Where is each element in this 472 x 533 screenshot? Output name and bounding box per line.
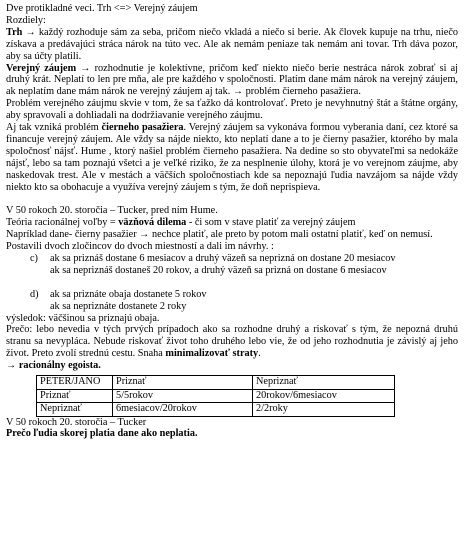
- verejny-zaujem-text: → rozhodnutie je kolektívne, pričom keď niekto niečo berie nestráca nárok zobrať si aj druhý krát. Neplatí to len pre mňa, ale pre každého v spoločnosti. Platím dane mám nárok na verejný záujem, ak neplatím dane mám nárok ne verejný záujem aj tak. → problém čierneho pasažiera.: [6, 62, 459, 98]
- paragraph-trh: [6, 27, 458, 63]
- list-label-c: c): [30, 253, 38, 265]
- racionalny-egoista: → racionálny egoista.: [6, 360, 101, 372]
- table-cell: 20rokov/6mesiacov: [253, 389, 395, 403]
- list-item-c-line1: ak sa priznáš dostane 6 mesiacov a druhý väzeň sa neprizná on dostane 20 mesiacov: [50, 253, 396, 265]
- list-label-d: d): [30, 288, 39, 300]
- differences-label: Rozdiely:: [6, 14, 46, 26]
- table-row: [37, 403, 395, 417]
- list-item-d-line1: ak sa priznáte obaja dostanete 5 rokov: [50, 288, 207, 300]
- teoria-suffix: - či som v stave platiť za verejný záujem: [186, 217, 356, 229]
- preco-paragraph: [6, 324, 458, 360]
- term-minimalizovat-straty: minimalizovať straty: [165, 348, 259, 360]
- paragraph-verejny-zaujem: [6, 63, 458, 99]
- blank-line: [6, 277, 458, 289]
- priklad-paragraph: Napríklad dane- čierny pasažier → nechce platiť, ale preto by potom mali ostatní platiť, keď on nemusí.: [6, 229, 433, 241]
- table-cell: Nepriznať: [37, 403, 113, 417]
- table-cell: 6mesiacov/20rokov: [113, 403, 253, 417]
- blank-line: [6, 194, 458, 206]
- table-header-cell: Nepriznať: [253, 376, 395, 390]
- table-header-cell: PETER/JANO: [37, 376, 113, 390]
- term-verejny-zaujem: Verejný záujem: [6, 62, 77, 74]
- section-heading-tucker: V 50 rokoch 20. storočia – Tucker, pred ním Hume.: [6, 205, 218, 217]
- term-trh: Trh: [6, 26, 23, 38]
- footer-line-tucker: V 50 rokoch 20. storočia – Tucker: [6, 416, 147, 428]
- teoria-line: [6, 217, 458, 229]
- paragraph-problem: Problém verejného záujmu skvie v tom, že sa ťažko dá kontrolovať. Preto je nevyhnutný štát a štátne orgány, aby spravovali a dohliadali na dodržiavanie verejného záujmu.: [6, 98, 458, 122]
- table-header-row: [37, 376, 395, 390]
- term-cierny-pasazier: čierneho pasažiera: [101, 122, 184, 134]
- pasazier-intro: Aj tak vzniká problém: [6, 122, 102, 134]
- table-cell: Priznať: [37, 389, 113, 403]
- preco-end: .: [258, 348, 261, 360]
- preco-text: Prečo: lebo nevedia v tých prvých prípadoch ako sa rozhodne druhý a riskovať s tým, že nepozná druhú stranu sa nevypláca. Nebude riskovať život toho druhého lebo vie, že od jeho rozhodnutia je závislý aj jeho život. Preto zvolí strednú cestu. Snaha: [6, 324, 458, 360]
- pasazier-text: . Verejný záujem sa vykonáva formou vyberania daní, cez ktoré sa financuje verejný záujem. Ale vždy sa nájde niekto, kto neplatí dane a to je čierny pasažier, ktorého by mala spoločnosť nájsť. Hume , ktorý našiel problém čierneho pasažiera. Na dedine so sto obyvateľmi sa nedokáže nájsť, lebo sa tam poznajú všetci a je veľké riziko, že za nesplnenie úlohy, ktorá je vo verejnom záujme, aby naskedovak trest. Ale v mestách a väčších spoločnostiach kde sa nepoznajú ľudia navzájom sa nájde vždy niekto kto sa obohacuje a využíva verejný záujem s tým, že doň neprispieva.: [6, 122, 458, 193]
- table-header-cell: Priznať: [113, 376, 253, 390]
- document-heading: Dve protikladné veci. Trh <=> Verejný záujem: [6, 3, 198, 14]
- footer-question: Prečo ľudia skorej platia dane ako neplatia.: [6, 428, 198, 440]
- table-cell: 2/2roky: [253, 403, 395, 417]
- term-vaznova-dilema: väzňová dilema: [118, 217, 187, 229]
- teoria-prefix: Teória racionálnej voľby =: [6, 217, 119, 229]
- trh-text: → každý rozhoduje sám za seba, pričom niečo vkladá a niečo si berie. Ak človek kupuje na trhu, niečo získava a predávajúci stráca nárok na túto vec. Ale ak nemám peniaze tak nemám ani tovar. Trh dáva pozor, aby sa účty platili.: [6, 26, 458, 62]
- list-item-c: [6, 253, 458, 265]
- table-row: [37, 389, 395, 403]
- list-item-c-line2: ak sa nepriznáš dostaneš 20 rokov, a druhý väzeň sa prizná on dostane 6 mesiacov: [50, 264, 387, 276]
- payoff-table: [36, 375, 395, 417]
- paragraph-cierny-pasazier: [6, 122, 458, 193]
- list-item-d: [6, 289, 458, 301]
- postavili-line: Postavili dvoch zločincov do dvoch miestností a dali im návrhy. :: [6, 241, 274, 253]
- table-cell: 5/5rokov: [113, 389, 253, 403]
- list-item-d-line2: ak sa nepriznáte dostanete 2 roky: [50, 300, 187, 312]
- vysledok-line: výsledok: väčšinou sa priznajú obaja.: [6, 312, 160, 324]
